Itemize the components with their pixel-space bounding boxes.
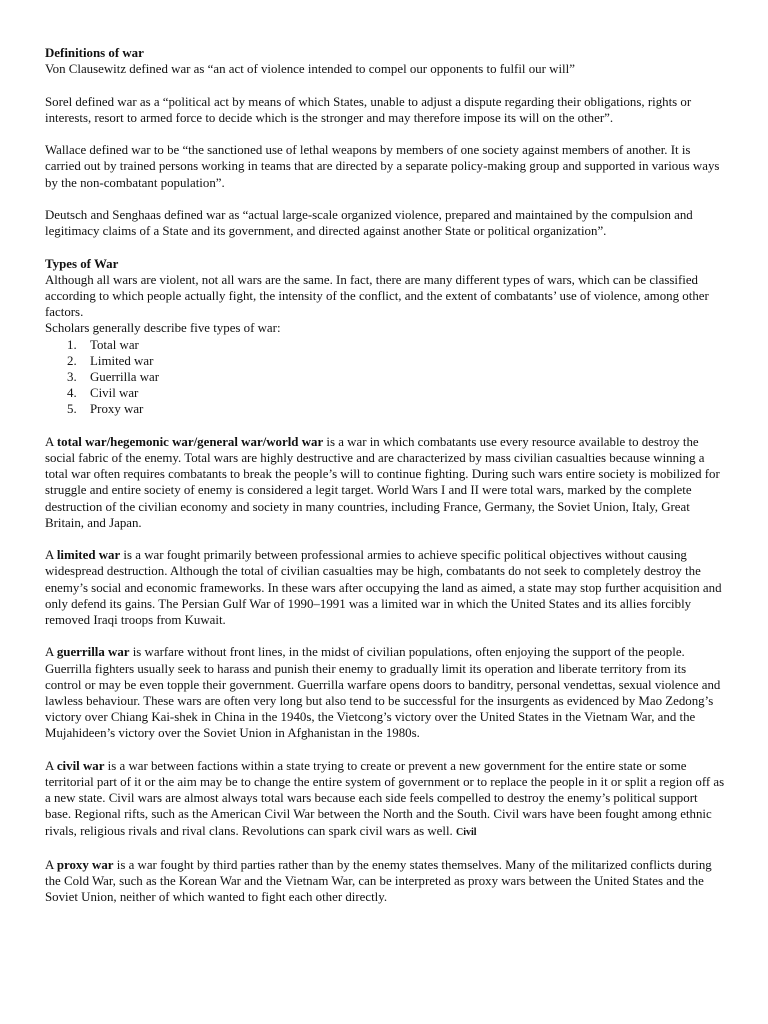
list-number: 3. (67, 370, 77, 384)
proxy-war-body: is a war fought by third parties rather than by the enemy states themselves. Many of the militarized conflicts during the Cold War, such as the Korean War and the Vietnam War, can be interpreted as proxy wars between the United States and the Soviet Union, neither of which wanted to fight each other directly. (45, 858, 712, 905)
wallace-definition: Wallace defined war to be “the sanctioned use of lethal weapons by members of one society against members of another. It is carried out by trained persons working in teams that are directed by a separate policy-making group and supported in various ways by the non-combatant population”. (45, 143, 720, 190)
list-item (45, 337, 725, 353)
definitions-heading: Definitions of war (45, 46, 144, 60)
proxy-war-paragraph (45, 857, 725, 906)
guerrilla-war-pre: A (45, 645, 57, 660)
list-number: 1. (67, 337, 77, 352)
types-scholars: Scholars generally describe five types of war: (45, 321, 281, 336)
limited-war-paragraph (45, 547, 725, 628)
proxy-war-pre: A (45, 858, 57, 873)
total-war-body: is a war in which combatants use every resource available to destroy the social fabric of the enemy. Total wars are highly destructive and are characterized by mass civilian casualties because winning a total war often requires combatants to break the people’s will to continue fighting. During such wars entire society is mobilized for struggle and entire society of enemy is considered a legit target. World Wars I and II were total wars, marked by the complete destruction of the civilian economy and society in many countries, including France, Germany, the Soviet Union, Italy, Great Britain, and Japan. (45, 434, 720, 530)
limited-war-term: limited war (56, 548, 121, 563)
guerrilla-war-term: guerrilla war (56, 645, 130, 660)
list-label: Total war (90, 337, 139, 352)
list-number: 2. (67, 353, 77, 368)
civil-war-trailing: Civil (455, 826, 477, 838)
document-page (45, 45, 725, 906)
guerrilla-war-paragraph (45, 644, 725, 741)
list-number: 5. (67, 402, 77, 417)
list-label: Civil war (90, 386, 139, 401)
list-item (45, 369, 725, 385)
limited-war-pre: A (45, 548, 57, 563)
sorel-definition: Sorel defined war as a “political act by means of which States, unable to adjust a dispute regarding their obligations, rights or interests, resort to armed force to decide which is the stronger and may therefore impose its will on the other”. (45, 94, 692, 125)
deutsch-definition: Deutsch and Senghaas defined war as “actual large-scale organized violence, prepared and maintained by the compulsion and legitimacy claims of a State and its government, and directed against another State or political organization”. (45, 207, 693, 239)
types-list (45, 337, 725, 418)
list-item (45, 385, 725, 401)
total-war-paragraph (45, 434, 725, 531)
civil-war-pre: A (45, 758, 57, 773)
list-number: 4. (67, 386, 77, 401)
guerrilla-war-body: is warfare without front lines, in the midst of civilian populations, often enjoying the support of the people. Guerrilla fighters usually seek to harass and punish their enemy to gradually limit its operation and liberate territory from its control or may be even topple their government. Guerrilla warfare opens doors to banditry, personal vendettas, sexual violence and lawless behaviour. These wars are often very long but also tend to be successful for the insurgents as evidenced by Mao Zedong’s victory over Chiang Kai-shek in China in the 1940s, the Vietcong’s victory over the United States in the Vietnam War, and the Mujahideen’s victory over the Soviet Union in Afghanistan in the 1980s. (45, 645, 721, 741)
limited-war-body: is a war fought primarily between professional armies to achieve specific political objectives without causing widespread destruction. Although the total of civilian casualties may be high, combatants do not seek to completely destroy the enemy’s social and economic frameworks. In these wars after occupying the land as aimed, a state may stop further acquisition and only defend its gains. The Persian Gulf War of 1990–1991 was a limited war in which the United States and its allies forcibly removed Iraqi troops from Kuwait. (45, 548, 722, 628)
list-label: Limited war (90, 353, 154, 368)
civil-war-body: is a war between factions within a state trying to create or prevent a new government for the entire state or some territorial part of it or the aim may be to change the entire system of government or to replace the people in it or split a region off as a new state. Civil wars are almost always total wars because each side feels compelled to destroy the enemy’s political support base. Regional rifts, such as the American Civil War between the North and the South. Civil wars have been fought among ethnic rivals, religious rivals and rival clans. Revolutions can spark civil wars as well. (45, 758, 725, 838)
types-intro: Although all wars are violent, not all wars are the same. In fact, there are many different types of wars, which can be classified according to which people actually fight, the intensity of the conflict, and the extent of combatants’ use of violence, among other factors. (45, 272, 709, 320)
total-war-pre: A (45, 434, 57, 449)
list-label: Proxy war (90, 402, 144, 417)
civil-war-paragraph (45, 758, 725, 841)
clausewitz-definition: Von Clausewitz defined war as “an act of violence intended to compel our opponents to fulfil our will” (45, 62, 575, 77)
list-item (45, 353, 725, 369)
total-war-term: total war/hegemonic war/general war/world war (56, 434, 324, 449)
types-heading: Types of War (45, 256, 119, 271)
list-item (45, 401, 725, 417)
civil-war-term: civil war (56, 758, 105, 773)
list-label: Guerrilla war (90, 370, 160, 384)
proxy-war-term: proxy war (56, 858, 114, 873)
